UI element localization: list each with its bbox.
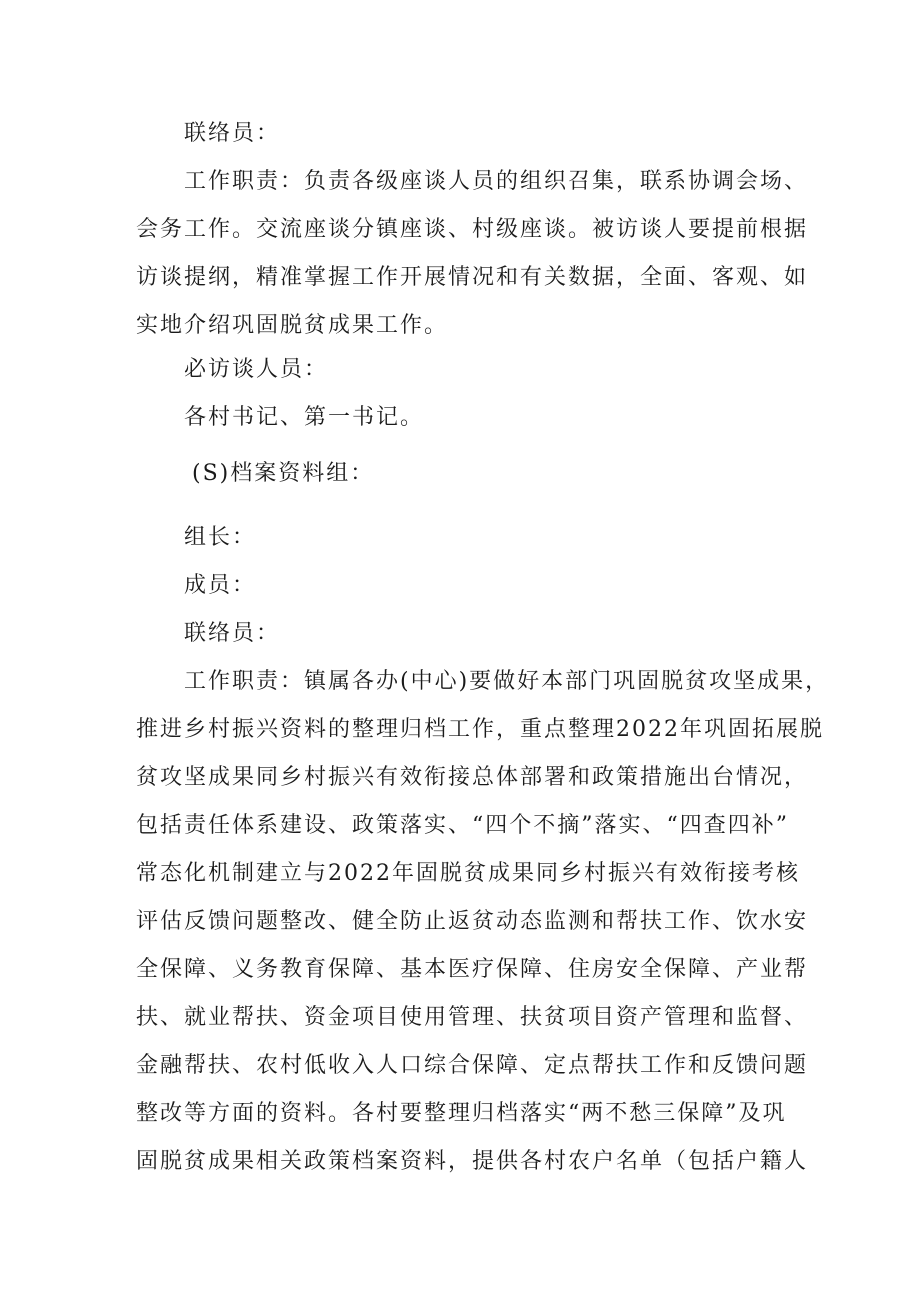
duty-2-line-9: 金融帮扶、农村低收入人口综合保障、定点帮扶工作和反馈问题 [136,1053,809,1078]
duty-2-line-2: 推进乡村振兴资料的整理归档工作，重点整理2022年巩固拓展脱 [136,717,824,742]
duty-2-line-5: 常态化机制建立与2022年固脱贫成果同乡村振兴有效衔接考核 [136,861,800,886]
leader-label: 组长： [184,525,257,550]
duty-paragraph-2 [136,658,830,1186]
members-label: 成员： [184,573,257,598]
liaison-label-2: 联络员： [184,621,281,646]
duty-1-line-3: 访谈提纲，精准掌握工作开展情况和有关数据，全面、客观、如 [136,265,809,290]
duty-1-line-4: 实地介绍巩固脱贫成果工作。 [136,313,449,338]
duty-2-line-6: 评估反馈问题整改、健全防止返贫动态监测和帮扶工作、饮水安 [136,909,809,934]
duty-2-line-3: 贫攻坚成果同乡村振兴有效衔接总体部署和政策措施出台情况， [136,765,809,790]
duty-1-line-2: 会务工作。交流座谈分镇座谈、村级座谈。被访谈人要提前根据 [136,217,809,242]
liaison-label-1: 联络员： [184,121,281,146]
duty-2-line-1: 工作职责：镇属各办(中心)要做好本部门巩固脱贫攻坚成果， [184,669,830,694]
duty-2-line-11: 固脱贫成果相关政策档案资料，提供各村农户名单（包括户籍人 [136,1149,809,1174]
duty-2-line-4: 包括责任体系建设、政策落实、“四个不摘”落实、“四查四补” [136,813,789,838]
section-heading-archive: (S)档案资料组： [192,461,375,486]
duty-1-line-1: 工作职责：负责各级座谈人员的组织召集，联系协调会场、 [184,169,809,194]
interviewee-list: 各村书记、第一书记。 [184,405,425,430]
duty-2-line-8: 扶、就业帮扶、资金项目使用管理、扶贫项目资产管理和监督、 [136,1005,809,1030]
duty-2-line-10: 整改等方面的资料。各村要整理归档落实“两不愁三保障”及巩 [136,1101,787,1126]
duty-2-line-7: 全保障、义务教育保障、基本医疗保障、住房安全保障、产业帮 [136,957,809,982]
duty-paragraph-1 [136,158,809,350]
interviewee-label: 必访谈人员： [184,357,329,382]
